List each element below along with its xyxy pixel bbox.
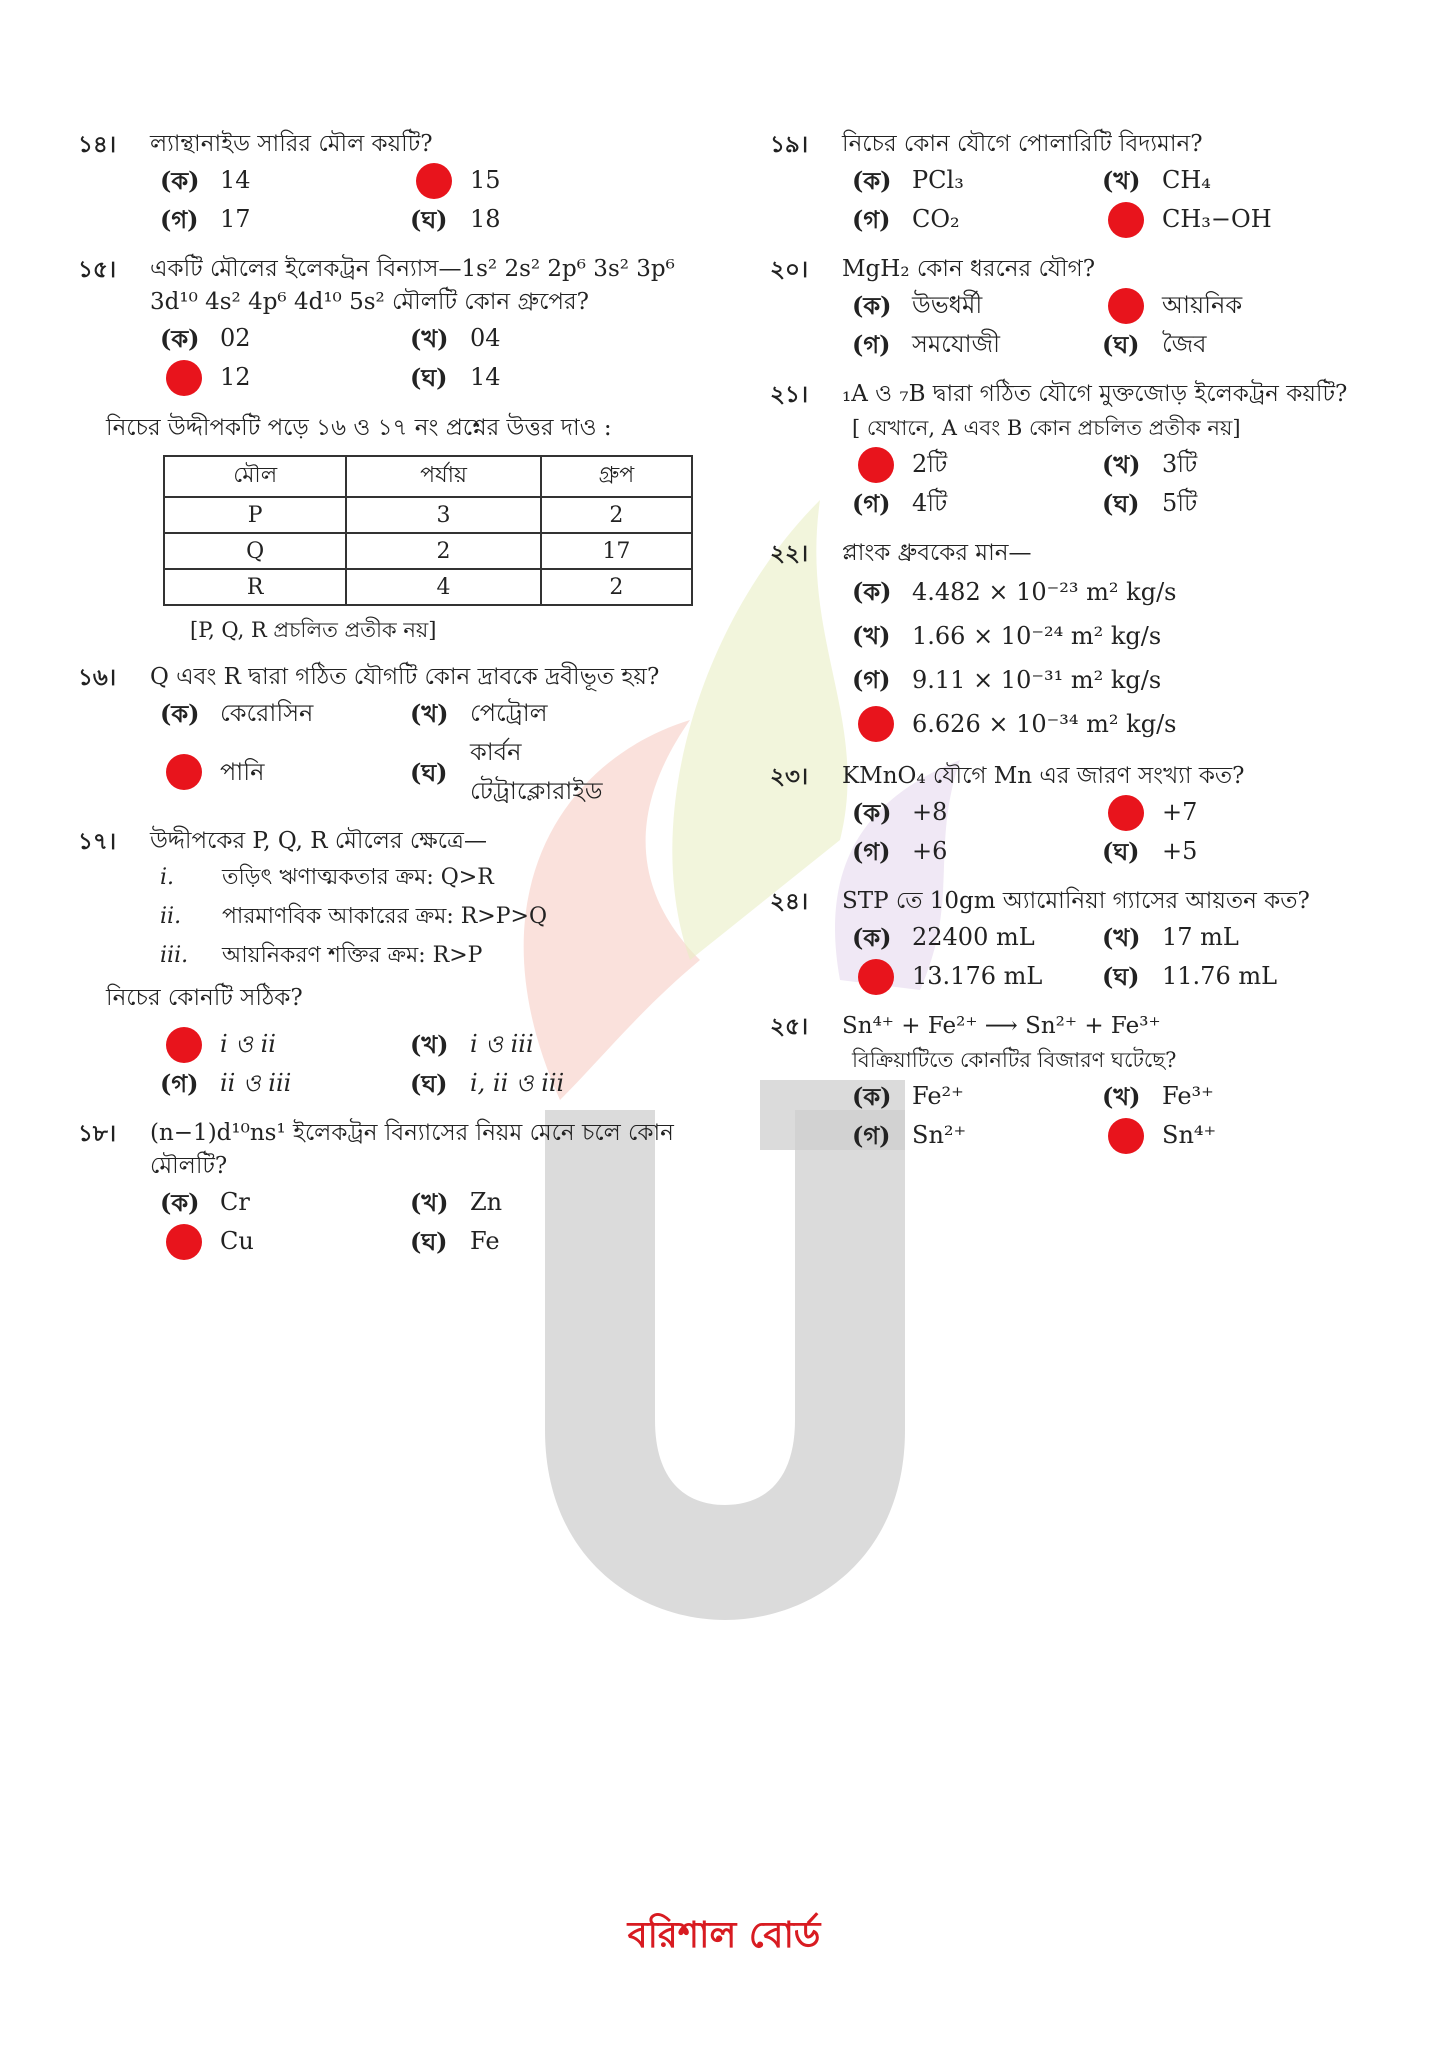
- question-text: Q এবং R দ্বারা গঠিত যৌগটি কোন দ্রাবকে দ্রবীভূত হয়?: [150, 664, 660, 690]
- option-ga: (গ) ii ও iii: [160, 1069, 292, 1098]
- question-text: ল্যান্থানাইড সারির মৌল কয়টি?: [150, 131, 433, 157]
- option-ga: (গ) 9.11 × 10⁻³¹ m² kg/s: [852, 665, 1162, 694]
- option-ka: (ক) 4.482 × 10⁻²³ m² kg/s: [852, 577, 1177, 606]
- option-ga: (গ) 17: [160, 205, 251, 234]
- option-kha-marked: 15: [410, 161, 660, 200]
- stimulus-table: [163, 455, 693, 606]
- question-text: উদ্দীপকের P, Q, R মৌলের ক্ষেত্রে—: [150, 828, 487, 854]
- option-ga: (গ) +6: [852, 837, 948, 866]
- option-gha: (ঘ) i, ii ও iii: [410, 1069, 565, 1098]
- option-gha: (ঘ) 18: [410, 205, 501, 234]
- question-22: [770, 537, 1390, 746]
- option-ka: (ক) +8: [852, 798, 948, 827]
- option-kha-marked: আয়নিক: [1102, 286, 1352, 325]
- question-subtext: বিক্রিয়াটিতে কোনটির বিজারণ ঘটেছে?: [852, 1048, 1177, 1072]
- option-ka: (ক) 02: [160, 324, 251, 353]
- option-gha: (ঘ) +5: [1102, 837, 1198, 866]
- option-gha: (ঘ) 14: [410, 363, 501, 392]
- question-number: ১৯।: [770, 131, 809, 158]
- answer-mark-icon: [858, 706, 894, 742]
- table-row: P 3 2: [164, 497, 692, 533]
- option-gha: (ঘ) Fe: [410, 1227, 500, 1256]
- option-ka: (ক) Cr: [160, 1188, 250, 1217]
- question-25: [770, 1010, 1390, 1155]
- option-ga: (গ) 4টি: [852, 489, 948, 518]
- answer-mark-icon: [166, 754, 202, 790]
- statement-i: i. তড়িৎ ঋণাত্মকতার ক্রম: Q>R: [160, 865, 494, 890]
- question-24: [770, 885, 1390, 996]
- board-footer: বরিশাল বোর্ড: [627, 1914, 821, 1956]
- option-ka: (ক) উভধর্মী: [852, 291, 983, 320]
- option-ga: (গ) সমযোজী: [852, 330, 1000, 359]
- question-number: ২৪।: [770, 888, 809, 915]
- answer-mark-icon: [166, 1224, 202, 1260]
- answer-mark-icon: [1108, 202, 1144, 238]
- question-text: ₁A ও ₇B দ্বারা গঠিত যৌগে মুক্তজোড় ইলেকট্রন কয়টি?: [842, 381, 1348, 407]
- question-text: একটি মৌলের ইলেকট্রন বিন্যাস—1s² 2s² 2p⁶ 3s² 3p⁶ 3d¹⁰ 4s² 4p⁶ 4d¹⁰ 5s² মৌলটি কোন গ্রুপের?: [150, 256, 675, 315]
- option-gha: (ঘ) 11.76 mL: [1102, 962, 1278, 991]
- question-23: [770, 760, 1390, 871]
- question-20: [770, 253, 1390, 364]
- stimulus-note: [P, Q, R প্রচলিত প্রতীক নয়]: [190, 618, 437, 642]
- stimulus-intro: নিচের উদ্দীপকটি পড়ে ১৬ ও ১৭ নং প্রশ্নের উত্তর দাও :: [106, 415, 612, 441]
- option-gha-marked: 6.626 × 10⁻³⁴ m² kg/s: [852, 702, 1352, 746]
- left-column: [78, 128, 718, 1275]
- question-number: ২৩।: [770, 763, 809, 790]
- answer-mark-icon: [858, 447, 894, 483]
- option-ka-marked: 2টি: [852, 445, 1102, 484]
- question-number: ১৮।: [78, 1120, 117, 1147]
- option-ka: (ক) PCl₃: [852, 166, 964, 195]
- answer-mark-icon: [166, 1027, 202, 1063]
- option-kha: (খ) Fe³⁺: [1102, 1082, 1214, 1111]
- question-subtext: [ যেখানে, A এবং B কোন প্রচলিত প্রতীক নয়]: [852, 416, 1241, 440]
- option-kha: (খ) i ও iii: [410, 1030, 534, 1059]
- option-ga-marked: পানি: [160, 733, 410, 811]
- option-gha: (ঘ) কার্বন টেট্রাক্লোরাইড: [410, 738, 603, 805]
- question-text: MgH₂ কোন ধরনের যৌগ?: [842, 256, 1096, 282]
- answer-mark-icon: [416, 163, 452, 199]
- question-19: [770, 128, 1390, 239]
- table-row: R 4 2: [164, 569, 692, 605]
- question-21: [770, 378, 1390, 523]
- question-text: KMnO₄ যৌগে Mn এর জারণ সংখ্যা কত?: [842, 763, 1245, 789]
- question-number: ২৫।: [770, 1013, 809, 1040]
- option-kha: (খ) Zn: [410, 1188, 503, 1217]
- option-ka: (ক) Fe²⁺: [852, 1082, 964, 1111]
- option-gha-marked: CH₃−OH: [1102, 200, 1352, 239]
- answer-mark-icon: [1108, 795, 1144, 831]
- option-kha: (খ) 1.66 × 10⁻²⁴ m² kg/s: [852, 621, 1162, 650]
- option-ka: (ক) 14: [160, 166, 251, 195]
- question-number: ১৬।: [78, 664, 117, 691]
- question-text: নিচের কোন যৌগে পোলারিটি বিদ্যমান?: [842, 131, 1203, 157]
- answer-mark-icon: [858, 959, 894, 995]
- right-column: [770, 128, 1390, 1169]
- question-17: [78, 825, 718, 1103]
- question-number: ২২।: [770, 540, 809, 567]
- question-text: (n−1)d¹⁰ns¹ ইলেকট্রন বিন্যাসের নিয়ম মেনে চলে কোন মৌলটি?: [150, 1120, 674, 1179]
- answer-mark-icon: [166, 360, 202, 396]
- option-kha: (খ) 04: [410, 324, 501, 353]
- option-kha-marked: +7: [1102, 793, 1352, 832]
- option-ka-marked: i ও ii: [160, 1025, 410, 1064]
- option-kha: (খ) 17 mL: [1102, 923, 1239, 952]
- question-text: STP তে 10gm অ্যামোনিয়া গ্যাসের আয়তন কত?: [842, 888, 1310, 914]
- question-number: ১৪।: [78, 131, 117, 158]
- option-ga: (গ) CO₂: [852, 205, 960, 234]
- question-text: প্লাংক ধ্রুবকের মান—: [842, 540, 1032, 566]
- table-row: Q 2 17: [164, 533, 692, 569]
- option-kha: (খ) 3টি: [1102, 450, 1198, 479]
- question-18: [78, 1117, 718, 1261]
- question-number: ২১।: [770, 381, 809, 408]
- table-header-row: মৌল পর্যায় গ্রুপ: [164, 456, 692, 497]
- option-gha-marked: Sn⁴⁺: [1102, 1116, 1352, 1155]
- option-ga-marked: Cu: [160, 1222, 410, 1261]
- question-number: ১৫।: [78, 256, 117, 283]
- question-15: [78, 253, 718, 397]
- question-text: Sn⁴⁺ + Fe²⁺ ⟶ Sn²⁺ + Fe³⁺: [842, 1013, 1161, 1039]
- question-16: [78, 661, 718, 811]
- question-ask: নিচের কোনটি সঠিক?: [106, 985, 303, 1011]
- option-kha: (খ) পেট্রোল: [410, 699, 548, 728]
- answer-mark-icon: [1108, 288, 1144, 324]
- option-kha: (খ) CH₄: [1102, 166, 1211, 195]
- question-number: ২০।: [770, 256, 809, 283]
- answer-mark-icon: [1108, 1118, 1144, 1154]
- option-ga-marked: 12: [160, 358, 410, 397]
- option-gha: (ঘ) জৈব: [1102, 330, 1207, 359]
- option-ga: (গ) Sn²⁺: [852, 1121, 967, 1150]
- question-14: [78, 128, 718, 239]
- option-gha: (ঘ) 5টি: [1102, 489, 1198, 518]
- option-ka: (ক) 22400 mL: [852, 923, 1035, 952]
- statement-iii: iii. আয়নিকরণ শক্তির ক্রম: R>P: [160, 943, 483, 968]
- option-ga-marked: 13.176 mL: [852, 957, 1102, 996]
- question-number: ১৭।: [78, 828, 117, 855]
- statement-ii: ii. পারমাণবিক আকারের ক্রম: R>P>Q: [160, 904, 547, 929]
- option-ka: (ক) কেরোসিন: [160, 699, 314, 728]
